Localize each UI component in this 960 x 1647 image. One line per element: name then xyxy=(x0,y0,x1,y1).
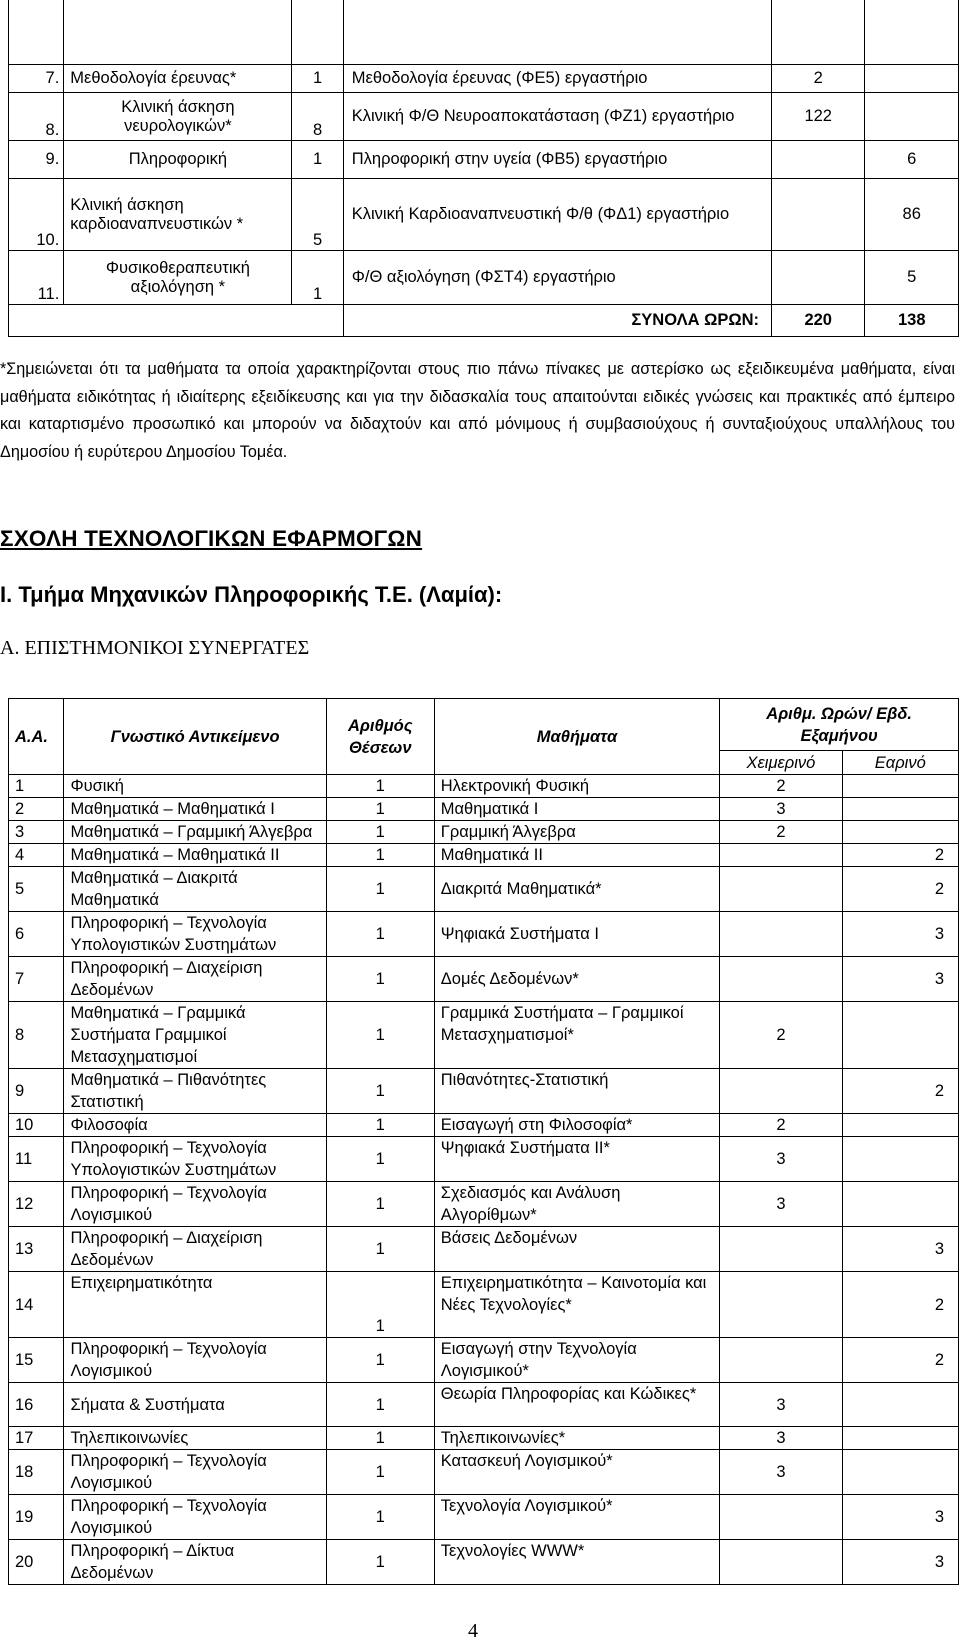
winter-hours-cell xyxy=(720,1540,842,1585)
positions-cell: 8 xyxy=(292,93,343,141)
course-cell: Βάσεις Δεδομένων xyxy=(434,1227,720,1272)
empty-cell xyxy=(292,0,343,65)
course-cell: Πληροφορική στην υγεία (ΦΒ5) εργαστήριο xyxy=(343,141,771,179)
table-row xyxy=(9,93,959,141)
table-row xyxy=(9,65,959,93)
positions-cell: 1 xyxy=(292,251,343,305)
table-row xyxy=(9,179,959,251)
course-cell: Φ/Θ αξιολόγηση (ΦΣΤ4) εργαστήριο xyxy=(343,251,771,305)
winter-hours-cell: 2 xyxy=(720,821,842,844)
winter-hours-cell: 3 xyxy=(720,1427,842,1450)
course-cell: Ηλεκτρονική Φυσική xyxy=(434,775,720,798)
table-row xyxy=(9,867,959,912)
subject-cell: Φυσικοθεραπευτική αξιολόγηση * xyxy=(64,251,292,305)
subject-cell: Μαθηματικά – Μαθηματικά ΙΙ xyxy=(64,844,326,867)
course-cell: Διακριτά Μαθηματικά* xyxy=(434,867,720,912)
header-courses: Μαθήματα xyxy=(434,699,720,775)
header-positions: Αριθμός Θέσεων xyxy=(326,699,434,775)
course-cell: Μαθηματικά Ι xyxy=(434,798,720,821)
subject-cell: Πληροφορική – Τεχνολογία Λογισμικού xyxy=(64,1450,326,1495)
table-row xyxy=(9,1114,959,1137)
row-number: 10 xyxy=(9,1114,64,1137)
header-row xyxy=(9,699,959,751)
table-row xyxy=(9,1383,959,1427)
totals-label: ΣΥΝΟΛΑ ΩΡΩΝ: xyxy=(343,305,771,337)
winter-hours-cell: 3 xyxy=(720,1450,842,1495)
scientific-associates-table xyxy=(8,698,959,1585)
positions-cell: 1 xyxy=(326,1227,434,1272)
course-cell: Μαθηματικά ΙΙ xyxy=(434,844,720,867)
spring-hours-cell xyxy=(842,1114,958,1137)
subject-cell: Τηλεπικοινωνίες xyxy=(64,1427,326,1450)
course-cell: Θεωρία Πληροφορίας και Κώδικες* xyxy=(434,1383,720,1427)
empty-cell xyxy=(64,0,292,65)
spring-hours-cell: 2 xyxy=(842,1272,958,1338)
empty-cell xyxy=(64,305,292,337)
hours-cell: 86 xyxy=(865,179,959,251)
hours-cell xyxy=(771,251,864,305)
winter-hours-cell xyxy=(720,867,842,912)
subject-cell: Κλινική άσκηση καρδιοαναπνευστικών * xyxy=(64,179,292,251)
subject-cell: Μαθηματικά – Μαθηματικά Ι xyxy=(64,798,326,821)
positions-cell: 1 xyxy=(326,912,434,957)
table-row xyxy=(9,821,959,844)
department-title: Ι. Τμήμα Μηχανικών Πληροφορικής Τ.Ε. (Λαμία): xyxy=(0,582,503,607)
hours-cell: 5 xyxy=(865,251,959,305)
subject-cell: Πληροφορική – Τεχνολογία Υπολογιστικών Συστημάτων xyxy=(64,1137,326,1182)
winter-hours-cell xyxy=(720,912,842,957)
subject-cell: Πληροφορική – Διαχείριση Δεδομένων xyxy=(64,1227,326,1272)
spring-hours-cell: 2 xyxy=(842,1069,958,1114)
row-number: 18 xyxy=(9,1450,64,1495)
totals-hours-2: 138 xyxy=(865,305,959,337)
spring-hours-cell xyxy=(842,798,958,821)
spring-hours-cell: 2 xyxy=(842,867,958,912)
section-title: Α. ΕΠΙΣΤΗΜΟΝΙΚΟΙ ΣΥΝΕΡΓΑΤΕΣ xyxy=(0,637,310,659)
table-row xyxy=(9,1272,959,1338)
course-cell: Ψηφιακά Συστήματα ΙΙ* xyxy=(434,1137,720,1182)
row-number: 20 xyxy=(9,1540,64,1585)
empty-cell xyxy=(865,0,959,65)
table-row xyxy=(9,1540,959,1585)
row-number: 11 xyxy=(9,1137,64,1182)
row-number: 7. xyxy=(9,65,64,93)
hours-cell: 2 xyxy=(771,65,864,93)
winter-hours-cell: 2 xyxy=(720,1114,842,1137)
subject-cell: Μεθοδολογία έρευνας* xyxy=(64,65,292,93)
winter-hours-cell xyxy=(720,844,842,867)
empty-cell xyxy=(343,0,771,65)
positions-cell: 1 xyxy=(326,1338,434,1383)
hours-cell xyxy=(865,93,959,141)
table-row xyxy=(9,1137,959,1182)
positions-cell: 1 xyxy=(292,141,343,179)
course-cell: Πιθανότητες-Στατιστική xyxy=(434,1069,720,1114)
table-row xyxy=(9,141,959,179)
row-number: 13 xyxy=(9,1227,64,1272)
spring-hours-cell: 3 xyxy=(842,957,958,1002)
row-number: 9 xyxy=(9,1069,64,1114)
table-row xyxy=(9,1495,959,1540)
table-row xyxy=(9,775,959,798)
row-number: 19 xyxy=(9,1495,64,1540)
empty-cell xyxy=(771,0,864,65)
winter-hours-cell: 3 xyxy=(720,1182,842,1227)
course-cell: Γραμμική Άλγεβρα xyxy=(434,821,720,844)
course-cell: Ψηφιακά Συστήματα Ι xyxy=(434,912,720,957)
course-cell: Κατασκευή Λογισμικού* xyxy=(434,1450,720,1495)
winter-hours-cell: 2 xyxy=(720,775,842,798)
spring-hours-cell xyxy=(842,775,958,798)
course-cell: Σχεδιασμός και Ανάλυση Αλγορίθμων* xyxy=(434,1182,720,1227)
spring-hours-cell xyxy=(842,1182,958,1227)
winter-hours-cell xyxy=(720,957,842,1002)
table-row xyxy=(9,912,959,957)
course-cell: Τεχνολογία Λογισμικού* xyxy=(434,1495,720,1540)
positions-cell: 1 xyxy=(326,1069,434,1114)
positions-cell: 1 xyxy=(326,821,434,844)
spring-hours-cell xyxy=(842,1002,958,1069)
spring-hours-cell: 3 xyxy=(842,1227,958,1272)
totals-row xyxy=(9,305,959,337)
subject-cell: Σήματα & Συστήματα xyxy=(64,1383,326,1427)
subject-cell: Πληροφορική xyxy=(64,141,292,179)
row-number: 12 xyxy=(9,1182,64,1227)
course-cell: Μεθοδολογία έρευνας (ΦΕ5) εργαστήριο xyxy=(343,65,771,93)
positions-cell: 1 xyxy=(326,1137,434,1182)
row-number: 4 xyxy=(9,844,64,867)
positions-cell: 1 xyxy=(326,1450,434,1495)
spring-hours-cell xyxy=(842,1427,958,1450)
hours-cell xyxy=(865,65,959,93)
row-number: 1 xyxy=(9,775,64,798)
winter-hours-cell: 3 xyxy=(720,1137,842,1182)
subject-cell: Επιχειρηματικότητα xyxy=(64,1272,326,1338)
row-number: 16 xyxy=(9,1383,64,1427)
table-row xyxy=(9,1450,959,1495)
subject-cell: Μαθηματικά – Διακριτά Μαθηματικά xyxy=(64,867,326,912)
course-cell: Εισαγωγή στην Τεχνολογία Λογισμικού* xyxy=(434,1338,720,1383)
spring-hours-cell xyxy=(842,1450,958,1495)
table-row xyxy=(9,1002,959,1069)
row-number: 9. xyxy=(9,141,64,179)
positions-cell: 1 xyxy=(326,1002,434,1069)
hours-cell: 6 xyxy=(865,141,959,179)
table-row xyxy=(9,1338,959,1383)
row-number: 10. xyxy=(9,179,64,251)
table-row xyxy=(9,1069,959,1114)
winter-hours-cell xyxy=(720,1069,842,1114)
subject-cell: Κλινική άσκηση νευρολογικών* xyxy=(64,93,292,141)
empty-cell xyxy=(9,0,64,65)
spring-hours-cell xyxy=(842,821,958,844)
positions-cell: 1 xyxy=(326,775,434,798)
footnote-paragraph: *Σημειώνεται ότι τα μαθήματα τα οποία χαρακτηρίζονται στους πιο πάνω πίνακες με αστερίσκο ως εξειδικευμένα μαθήματα, είναι μαθήματα ειδικότητας ή ιδιαίτερης εξειδίκευσης και για την διδασκαλία τους απαιτούνται ειδικές γνώσεις και πρακτικές από έμπειρο και καταρτισμένο προσωπικό και μπορούν να διδαχτούν και από μόνιμους ή συμβασιούχους ή συνταξιούχους υπαλλήλους του Δημοσίου ή ευρύτερου Δημοσίου Τομέα. xyxy=(0,360,955,461)
course-cell: Κλινική Καρδιοαναπνευστική Φ/θ (ΦΔ1) εργαστήριο xyxy=(343,179,771,251)
table-row xyxy=(9,798,959,821)
hours-cell xyxy=(771,141,864,179)
row-number: 11. xyxy=(9,251,64,305)
winter-hours-cell xyxy=(720,1227,842,1272)
table-row xyxy=(9,251,959,305)
row-number: 15 xyxy=(9,1338,64,1383)
positions-cell: 1 xyxy=(326,1182,434,1227)
spring-hours-cell xyxy=(842,1137,958,1182)
positions-cell: 5 xyxy=(292,179,343,251)
table-row xyxy=(9,1427,959,1450)
positions-cell: 1 xyxy=(326,844,434,867)
subject-cell: Μαθηματικά – Πιθανότητες Στατιστική xyxy=(64,1069,326,1114)
row-number: 6 xyxy=(9,912,64,957)
row-number: 2 xyxy=(9,798,64,821)
spring-hours-cell: 3 xyxy=(842,912,958,957)
empty-cell xyxy=(292,305,343,337)
positions-cell: 1 xyxy=(326,1272,434,1338)
positions-cell: 1 xyxy=(326,798,434,821)
row-number: 17 xyxy=(9,1427,64,1450)
empty-cell xyxy=(9,305,64,337)
subject-cell: Φιλοσοφία xyxy=(64,1114,326,1137)
positions-cell: 1 xyxy=(326,1383,434,1427)
table-row xyxy=(9,1182,959,1227)
subject-cell: Μαθηματικά – Γραμμικά Συστήματα Γραμμικοί Μετασχηματισμοί xyxy=(64,1002,326,1069)
positions-cell: 1 xyxy=(326,1427,434,1450)
course-cell: Κλινική Φ/Θ Νευροαποκατάσταση (ΦΖ1) εργαστήριο xyxy=(343,93,771,141)
course-cell: Δομές Δεδομένων* xyxy=(434,957,720,1002)
winter-hours-cell: 2 xyxy=(720,1002,842,1069)
top-table xyxy=(8,0,959,337)
header-winter: Χειμερινό xyxy=(720,751,842,775)
spring-hours-cell xyxy=(842,1383,958,1427)
winter-hours-cell xyxy=(720,1338,842,1383)
winter-hours-cell xyxy=(720,1495,842,1540)
positions-cell: 1 xyxy=(326,1495,434,1540)
table-row xyxy=(9,844,959,867)
positions-cell: 1 xyxy=(326,1540,434,1585)
winter-hours-cell: 3 xyxy=(720,1383,842,1427)
course-cell: Επιχειρηματικότητα – Καινοτομία και Νέες Τεχνολογίες* xyxy=(434,1272,720,1338)
positions-cell: 1 xyxy=(292,65,343,93)
row-number: 8. xyxy=(9,93,64,141)
header-subject: Γνωστικό Αντικείμενο xyxy=(64,699,326,775)
course-cell: Εισαγωγή στη Φιλοσοφία* xyxy=(434,1114,720,1137)
row-number: 7 xyxy=(9,957,64,1002)
spring-hours-cell: 3 xyxy=(842,1540,958,1585)
winter-hours-cell xyxy=(720,1272,842,1338)
row-number: 3 xyxy=(9,821,64,844)
subject-cell: Πληροφορική – Τεχνολογία Λογισμικού xyxy=(64,1495,326,1540)
winter-hours-cell: 3 xyxy=(720,798,842,821)
spring-hours-cell: 2 xyxy=(842,844,958,867)
table-row xyxy=(9,1227,959,1272)
header-spring: Εαρινό xyxy=(842,751,958,775)
row-number: 14 xyxy=(9,1272,64,1338)
totals-hours-1: 220 xyxy=(771,305,864,337)
spring-hours-cell: 2 xyxy=(842,1338,958,1383)
course-cell: Τηλεπικοινωνίες* xyxy=(434,1427,720,1450)
subject-cell: Πληροφορική – Τεχνολογία Υπολογιστικών Συστημάτων xyxy=(64,912,326,957)
spring-hours-cell: 3 xyxy=(842,1495,958,1540)
school-title: ΣΧΟΛΗ ΤΕΧΝΟΛΟΓΙΚΩΝ ΕΦΑΡΜΟΓΩΝ xyxy=(0,526,423,551)
header-hours: Αριθμ. Ωρών/ Εβδ. Εξαμήνου xyxy=(720,699,959,751)
hours-cell xyxy=(771,179,864,251)
positions-cell: 1 xyxy=(326,957,434,1002)
table-row xyxy=(9,0,959,65)
course-cell: Γραμμικά Συστήματα – Γραμμικοί Μετασχηματισμοί* xyxy=(434,1002,720,1069)
hours-cell: 122 xyxy=(771,93,864,141)
positions-cell: 1 xyxy=(326,867,434,912)
subject-cell: Φυσική xyxy=(64,775,326,798)
subject-cell: Πληροφορική – Τεχνολογία Λογισμικού xyxy=(64,1338,326,1383)
course-cell: Τεχνολογίες WWW* xyxy=(434,1540,720,1585)
page-number: 4 xyxy=(468,1620,478,1642)
subject-cell: Πληροφορική – Διαχείριση Δεδομένων xyxy=(64,957,326,1002)
row-number: 8 xyxy=(9,1002,64,1069)
subject-cell: Πληροφορική – Τεχνολογία Λογισμικού xyxy=(64,1182,326,1227)
row-number: 5 xyxy=(9,867,64,912)
positions-cell: 1 xyxy=(326,1114,434,1137)
header-aa: Α.Α. xyxy=(9,699,64,775)
subject-cell: Μαθηματικά – Γραμμική Άλγεβρα xyxy=(64,821,326,844)
subject-cell: Πληροφορική – Δίκτυα Δεδομένων xyxy=(64,1540,326,1585)
table-row xyxy=(9,957,959,1002)
